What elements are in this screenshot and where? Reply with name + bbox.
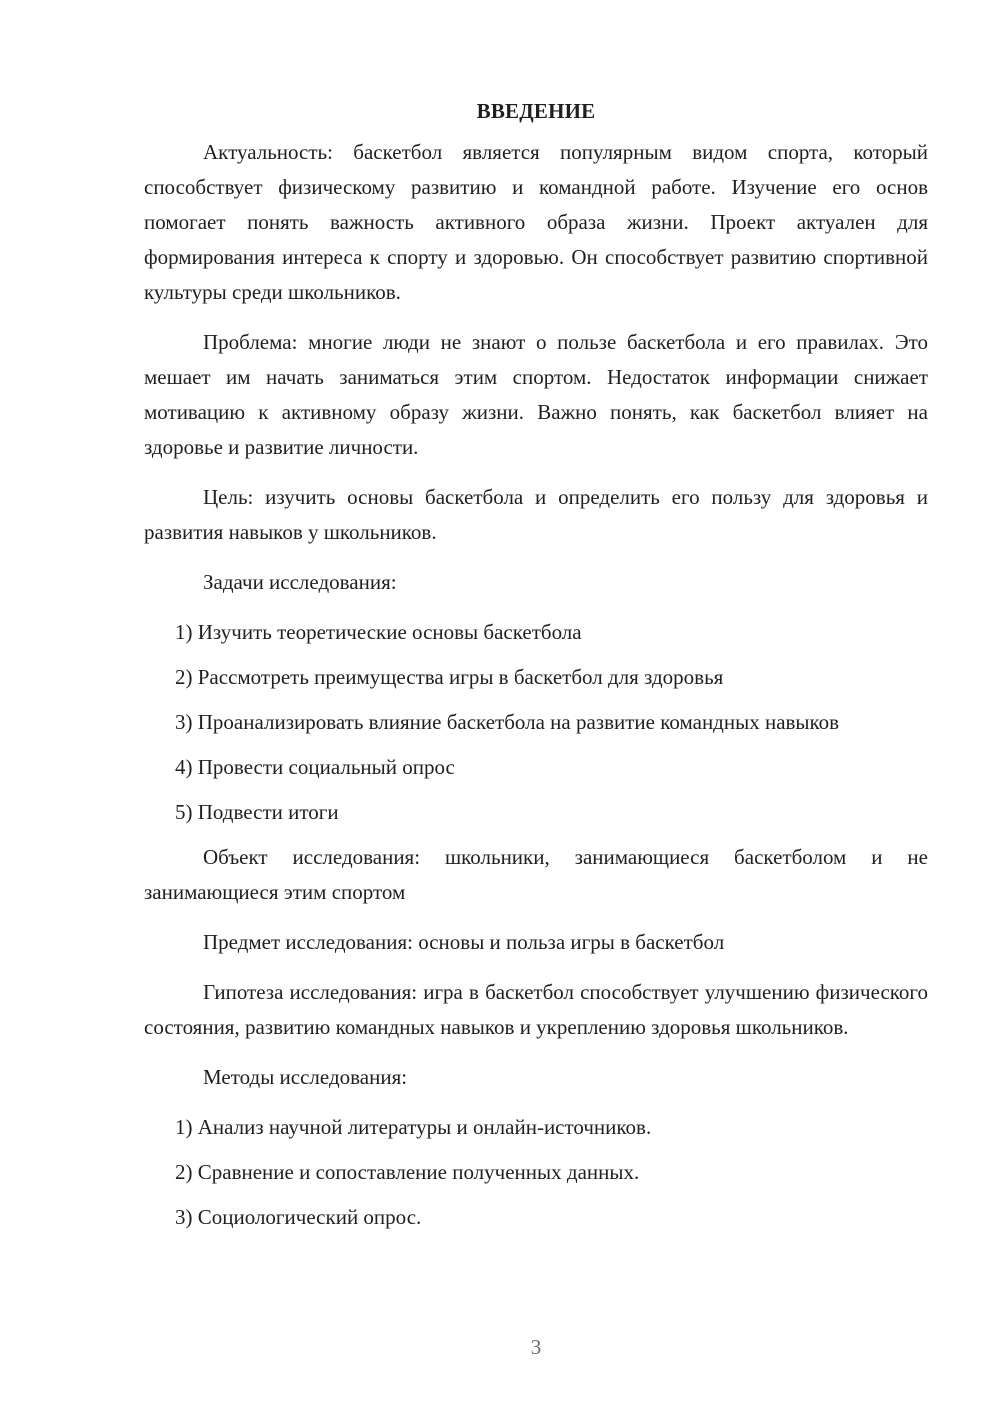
method-item-1: 1) Анализ научной литературы и онлайн-источников.	[175, 1115, 652, 1139]
relevance-paragraph: Актуальность: баскетбол является популярным видом спорта, который способствует физическому развитию и командной работе. Изучение его основ помогает понять важность активного образа жизни. Проект актуален для формирования интереса к спорту и здоровью. Он способствует развитию спортивной культуры среди школьников.	[144, 140, 928, 304]
hypothesis-paragraph: Гипотеза исследования: игра в баскетбол способствует улучшению физического состояния, развитию командных навыков и укреплению здоровья школьников.	[144, 980, 928, 1039]
task-item-3: 3) Проанализировать влияние баскетбола на развитие командных навыков	[175, 710, 840, 734]
task-item-4: 4) Провести социальный опрос	[175, 755, 455, 779]
subject-paragraph: Предмет исследования: основы и польза игры в баскетбол	[203, 930, 725, 954]
problem-paragraph: Проблема: многие люди не знают о пользе баскетбола и его правилах. Это мешает им начать заниматься этим спортом. Недостаток информации снижает мотивацию к активному образу жизни. Важно понять, как баскетбол влияет на здоровье и развитие личности.	[144, 330, 928, 459]
task-item-1: 1) Изучить теоретические основы баскетбола	[175, 620, 582, 644]
page-number	[72, 1333, 1000, 1361]
methods-heading: Методы исследования:	[203, 1065, 408, 1089]
task-item-5: 5) Подвести итоги	[175, 800, 339, 824]
method-item-3: 3) Социологический опрос.	[175, 1205, 422, 1229]
section-title: ВВЕДЕНИЕ	[476, 99, 596, 123]
method-item-2: 2) Сравнение и сопоставление полученных данных.	[175, 1160, 640, 1184]
page-number-text: 3	[530, 1335, 542, 1359]
tasks-heading: Задачи исследования:	[203, 570, 397, 594]
goal-paragraph: Цель: изучить основы баскетбола и определить его пользу для здоровья и развития навыков у школьников.	[144, 485, 928, 544]
task-item-2: 2) Рассмотреть преимущества игры в баскетбол для здоровья	[175, 665, 724, 689]
page-content	[144, 96, 928, 1245]
object-paragraph: Объект исследования: школьники, занимающиеся баскетболом и не занимающиеся этим спортом	[144, 845, 928, 904]
